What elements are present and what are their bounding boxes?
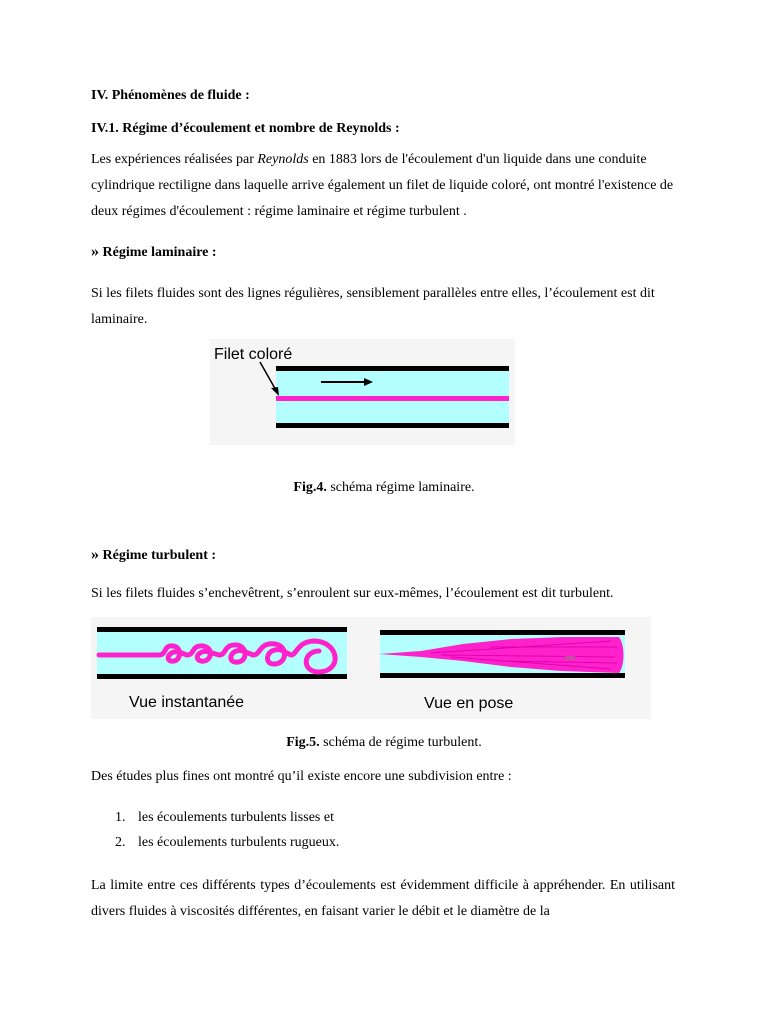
list-item	[91, 805, 339, 830]
subsection-title	[91, 116, 400, 142]
laminar-heading-text: Régime laminaire :	[99, 245, 217, 260]
laminar-heading	[91, 239, 217, 266]
closing-paragraph: La limite entre ces différents types d’écoulements est évidemment difficile à appréhender. En utilisant divers fluides à viscosités différentes, en faisant varier le débit et le diamètre de la	[91, 878, 675, 919]
filet-colore-label: Filet coloré	[214, 346, 293, 363]
laminar-pipe-top-wall	[276, 366, 509, 371]
section-title	[91, 83, 250, 109]
list-item-number: 1.	[115, 810, 126, 825]
turbulent-heading	[91, 542, 216, 569]
vue-instantanee-label: Vue instantanée	[129, 694, 245, 711]
subsection-title-text: V.1. Régime d’écoulement et nombre de Reynolds :	[96, 121, 400, 136]
intro-reynolds-name: Reynolds	[257, 152, 309, 167]
instant-pipe-bottom-wall	[97, 674, 347, 679]
fig4-caption-label: Fig.4.	[293, 480, 327, 495]
intro-paragraph	[91, 147, 675, 225]
intro-text-before: Les expériences réalisées par	[91, 152, 258, 167]
laminar-pipe-bottom-wall	[276, 423, 509, 428]
laminar-paragraph: Si les filets fluides sont des lignes régulières, sensiblement parallèles entre elles, l’écoulement est dit laminaire.	[91, 286, 655, 327]
fig5-caption-text: schéma de régime turbulent.	[319, 735, 482, 750]
turbulent-flow-figure	[91, 617, 651, 719]
list-item-number: 2.	[115, 835, 126, 850]
section-title-text: V. Phénomènes de fluide :	[96, 88, 250, 103]
instant-pipe-top-wall	[97, 627, 347, 632]
turbulent-heading-text: Régime turbulent :	[99, 548, 217, 563]
pose-dye-shade	[565, 656, 575, 660]
fig5-caption	[0, 733, 768, 753]
list-item	[91, 830, 339, 855]
list-item-label: les écoulements turbulents rugueux.	[138, 835, 340, 850]
laminar-dye-streak	[276, 396, 509, 401]
pose-pipe-top-wall	[380, 630, 625, 635]
laminar-heading-mark: »	[91, 243, 99, 260]
subdivision-list	[91, 805, 339, 855]
section-title-prefix: I	[91, 88, 97, 103]
fig5-caption-label: Fig.5.	[286, 735, 320, 750]
list-item-label: les écoulements turbulents lisses et	[138, 810, 334, 825]
intro-text-after: en 1883 lors de l'écoulement d'un liquide dans une conduite cylindrique rectiligne dans laquelle arrive également un filet de liquide coloré, ont montré l'existence de deux régimes d'écoulement : régime laminaire et régime turbulent .	[91, 152, 674, 219]
turbulent-paragraph: Si les filets fluides s’enchevêtrent, s’enroulent sur eux-mêmes, l’écoulement est dit turbulent.	[91, 586, 614, 601]
subsection-title-prefix: I	[91, 121, 97, 136]
vue-en-pose-label: Vue en pose	[424, 695, 514, 712]
fig4-caption-text: schéma régime laminaire.	[326, 480, 475, 495]
subdivision-paragraph: Des études plus fines ont montré qu’il existe encore une subdivision entre :	[91, 769, 512, 784]
turbulent-heading-mark: »	[91, 546, 99, 563]
laminar-flow-figure	[210, 339, 515, 445]
fig4-caption	[0, 478, 768, 498]
pose-pipe-bottom-wall	[380, 673, 625, 678]
